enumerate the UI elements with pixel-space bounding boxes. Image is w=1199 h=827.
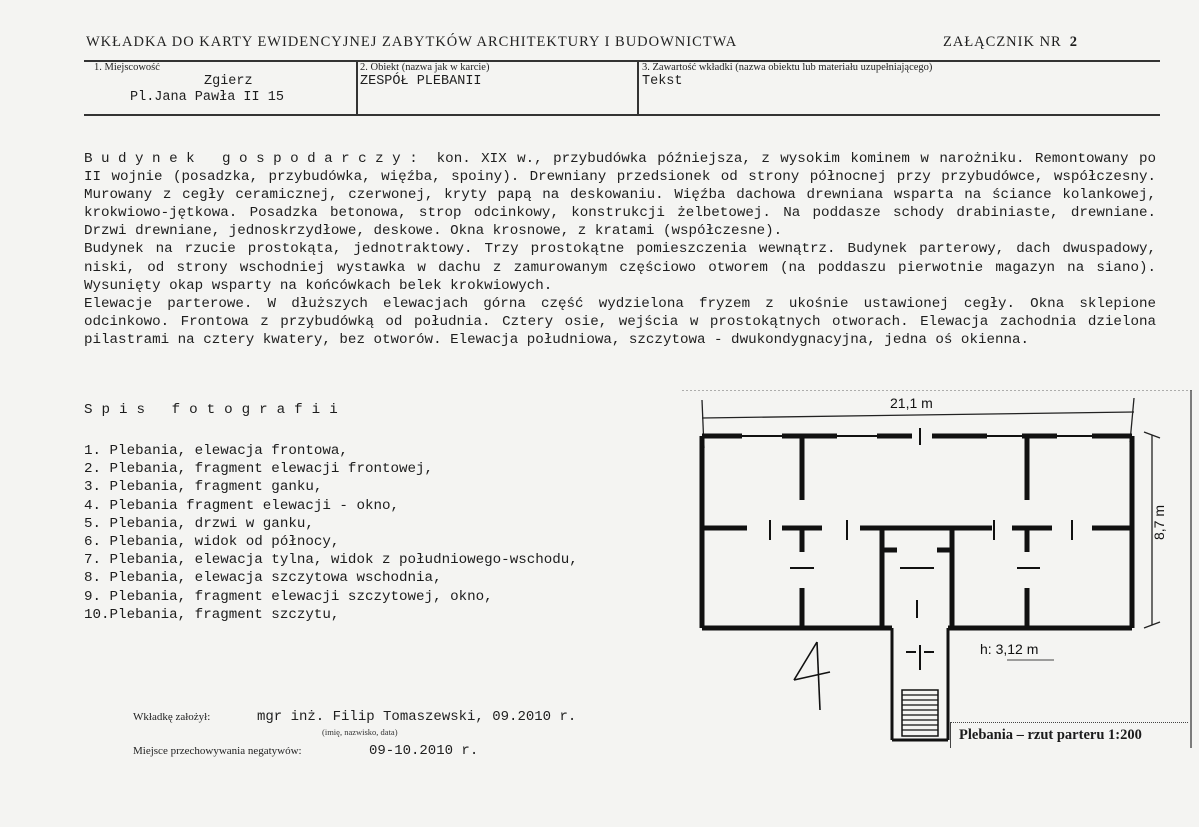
annex-number: 2: [1069, 34, 1078, 50]
photos-heading: Spis fotografii: [84, 402, 347, 418]
object-label: 2. Obiekt (nazwa jak w karcie): [360, 62, 490, 73]
location-label: 1. Miejscowość: [94, 62, 160, 73]
photo-list-item: 1. Plebania, elewacja frontowa,: [84, 443, 348, 459]
floor-plan-drawing: [682, 390, 1192, 748]
building-description: [84, 150, 1156, 349]
annex-label-text: ZAŁĄCZNIK NR: [943, 34, 1062, 50]
header-table-bottom-rule: [84, 114, 1160, 116]
content-value: Tekst: [642, 74, 683, 89]
description-paragraph-1: [84, 150, 1156, 240]
author-caption: (imię, nazwisko, data): [322, 727, 398, 737]
negatives-value: 09-10.2010 r.: [369, 743, 479, 759]
photo-list-item: 8. Plebania, elewacja szczytowa wschodnia,: [84, 570, 442, 587]
location-city: Zgierz: [204, 74, 253, 89]
photo-list-item: 3. Plebania, fragment ganku,: [84, 479, 323, 496]
annex-label: [943, 34, 1078, 51]
document-title: WKŁADKA DO KARTY EWIDENCYJNEJ ZABYTKÓW ARCHITEKTURY I BUDOWNICTWA: [86, 34, 738, 50]
header-table-top-rule: [84, 60, 1160, 62]
photo-list-item: 2. Plebania, fragment elewacji frontowej,: [84, 461, 434, 478]
photo-list-item: 5. Plebania, drzwi w ganku,: [84, 515, 314, 532]
porch-stairs: [902, 690, 938, 736]
location-address: Pl.Jana Pawła II 15: [130, 90, 284, 105]
content-label: 3. Zawartość wkładki (nazwa obiektu lub materiału uzupełniającego): [642, 62, 933, 73]
author-label: Wkładkę założył:: [133, 711, 211, 723]
photo-list-item: 4. Plebania fragment elewacji - okno,: [84, 497, 400, 514]
header-table-divider-2: [637, 60, 639, 115]
north-arrow-icon: [794, 642, 830, 710]
description-p1-text: kon. XIX w., przybudówka późniejsza, z wysokim kominem w narożniku. Remontowany po II wojnie (posadzka, przybudówka, więźba, spoiny). Drewniany przedsionek od strony północnej przy przybudówce, współczesny. Murowany z cegły ceramicznej, czerwonej, kryty papą na deskowaniu. Więźba dachowa drewniana wsparta na ściance kolankowej, krokwiowo-jętkowa. Posadzka betonowa, strop odcinkowy, konstrukcji żelbetowej. Na poddasze schody drabiniaste, drewniane. Drzwi drewniane, jednoskrzydłowe, deskowe. Okna krosnowe, z kratami (współczesne).: [84, 151, 1157, 240]
photo-list-item: 6. Plebania, widok od północy,: [84, 534, 340, 551]
description-paragraph-2: Budynek na rzucie prostokąta, jednotraktowy. Trzy prostokątne pomieszczenia wewnątrz. Budynek parterowy, dach dwuspadowy, niski, od strony wschodniej wystawka w dachu z zamurowanym częściowo otworem (na poddaszu pierwotnie magazyn na siano). Wysunięty okap wsparty na końcówkach belek krokwiowych.: [84, 241, 1156, 294]
header-table-divider-1: [356, 60, 358, 115]
object-value: ZESPÓŁ PLEBANII: [360, 74, 482, 89]
outer-walls: [702, 436, 1132, 628]
photo-list-item: 9. Plebania, fragment elewacji szczytowej, okno,: [84, 588, 493, 605]
dimension-line-width: [702, 412, 1134, 418]
photo-list-item: 10.Plebania, fragment szczytu,: [84, 606, 340, 623]
author-value: mgr inż. Filip Tomaszewski, 09.2010 r.: [257, 709, 577, 725]
description-paragraph-3: Elewacje parterowe. W dłuższych elewacjach górna część wydzielona fryzem z ukośnie ustawionej cegły. Okna sklepione odcinkowo. Frontowa z przybudówką od południa. Cztery osie, wejścia w prostokątnych otworach. Elewacja zachodnia dzielona pilastrami na cztery kwatery, bez otworów. Elewacja południowa, szczytowa - dwukondygnacyjna, jedna oś okienna.: [84, 295, 1156, 348]
description-heading: Budynek gospodarczy:: [84, 151, 427, 167]
porch-door: [906, 645, 934, 670]
plan-caption: Plebania – rzut parteru 1:200: [950, 722, 1188, 748]
interior-walls: [702, 436, 1132, 628]
floor-plan: [682, 390, 1192, 748]
negatives-label: Miejsce przechowywania negatywów:: [133, 745, 302, 757]
photo-list: [84, 442, 578, 624]
plan-depth-label: 8,7 m: [1151, 504, 1167, 540]
photo-list-item: 7. Plebania, elewacja tylna, widok z południowego-wschodu,: [84, 552, 578, 569]
plan-height-label: h: 3,12 m: [980, 641, 1039, 657]
porch: [892, 628, 948, 740]
plan-width-label: 21,1 m: [890, 395, 933, 411]
